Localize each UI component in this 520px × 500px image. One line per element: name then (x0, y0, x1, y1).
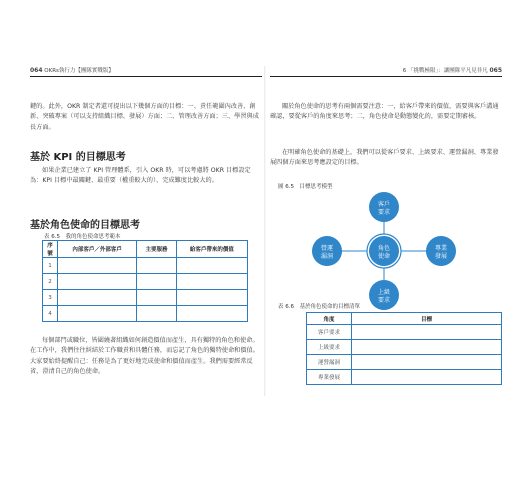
right-header-rule (270, 76, 502, 77)
role-mission-table (42, 240, 248, 322)
table-cell: 運營漏洞 (307, 355, 352, 370)
kpi-paragraph: 如果企業已建立了 KPI 管理體系，引入 OKR 時，可以考慮將 OKR 目標設定為：KPI 目標中最關鍵、最重要（權重較大的）、完成難度比較大的。 (30, 167, 251, 185)
table-cell (137, 258, 176, 274)
table-cell (176, 258, 247, 274)
table-6-5-caption: 表 6.5 我的角色使命思考範本 (44, 234, 121, 240)
table-cell (352, 355, 502, 370)
table-row (307, 370, 502, 385)
goal-list-table (306, 312, 502, 385)
row-number: 3 (43, 290, 58, 306)
right-header-chapter: 6 (402, 68, 407, 74)
table-header-cell: 目標 (352, 313, 502, 325)
right-paragraph-2: 在明確角色使命的基礎上，我們可以從客戶要求、上級要求、運營漏洞、專業發展四個方面來思考應設定的目標。 (270, 149, 499, 167)
node-label-center: 角色使命 (377, 245, 391, 260)
row-number: 1 (43, 258, 58, 274)
section-heading-kpi: 基於 KPI 的目標思考 (30, 152, 126, 163)
table-cell (137, 290, 176, 306)
node-label-top: 客戶要求 (377, 201, 391, 216)
table-cell: 專業發展 (307, 370, 352, 385)
right-paragraph-1: 關於角色使命的思考有兩個需要注意：一，給客戶帶來的價值，需要與客戶溝通確認，要從客戶的角度來思考；二，角色使命是動態變化的，需要定期審核。 (270, 103, 499, 121)
table-header-cell: 角度 (307, 313, 352, 325)
right-header (403, 66, 502, 74)
row-number: 2 (43, 274, 58, 290)
table-header-cell: 序號 (43, 241, 58, 258)
table-cell (58, 306, 137, 322)
left-header (30, 66, 114, 74)
table-cell: 上級要求 (307, 340, 352, 355)
table-cell (58, 274, 137, 290)
right-page (270, 66, 502, 386)
table-row (43, 274, 248, 290)
table-cell (137, 306, 176, 322)
right-page-number: 065 (489, 67, 502, 74)
table-header-cell: 主要服務 (137, 241, 176, 258)
left-intro-paragraph: 鍵的。此外，OKR 制定者還可提出以下幾個方面的目標：一、責任範圍內改善、創新、突破專案（可以支持組織目標、發展）方面；二、管理改善方面；三、學習與成長方面。 (30, 103, 259, 131)
node-label-bottom: 上級要求 (377, 289, 391, 304)
node-label-left: 營運漏洞 (320, 245, 334, 260)
table-header-cell: 內部客戶／外部客戶 (58, 241, 137, 258)
table-header-row (43, 241, 248, 258)
left-page-number: 064 (30, 67, 43, 74)
table-row (43, 258, 248, 274)
table-cell (352, 370, 502, 385)
section-heading-role-mission: 基於角色使命的目標思考 (30, 220, 140, 231)
left-header-rule (30, 76, 262, 77)
table-cell: 客戶要求 (307, 325, 352, 340)
right-header-title: 「挑戰極限」：讓團隊平凡見非凡 (407, 68, 488, 74)
table-6-6-caption: 表 6.6 基於角色使命的目標清單 (278, 304, 360, 310)
table-row (307, 355, 502, 370)
table-cell (176, 306, 247, 322)
table-cell (58, 290, 137, 306)
row-number: 4 (43, 306, 58, 322)
table-header-row (307, 313, 502, 325)
left-header-title: OKRs執行力【團隊實戰版】 (44, 68, 114, 74)
figure-6-5-caption: 圖 6.5 目標思考模型 (278, 184, 333, 190)
table-row (307, 325, 502, 340)
table-header-cell: 給客戶帶來的價值 (176, 241, 247, 258)
goal-thinking-model-diagram (306, 189, 462, 313)
book-spine (264, 66, 266, 396)
table-row (43, 306, 248, 322)
table-cell (58, 258, 137, 274)
table-row (43, 290, 248, 306)
left-closing-paragraph: 每個部門或職位，皆圍繞著組織如何創造價值而產生，具有獨特的角色和使命。在工作中，我們往往糾結於工作職責和具體任務，而忘記了角色的獨特使命和價值。大家要始終提醒自己：任務是為了更好地完成使命和價值而產生。我們需要經常反省，澄清自己的角色使命。 (30, 337, 259, 376)
table-cell (352, 325, 502, 340)
table-cell (137, 274, 176, 290)
node-label-right: 專業發展 (434, 245, 448, 260)
table-cell (176, 290, 247, 306)
left-page (30, 66, 262, 386)
table-cell (352, 340, 502, 355)
table-row (307, 340, 502, 355)
table-cell (176, 274, 247, 290)
